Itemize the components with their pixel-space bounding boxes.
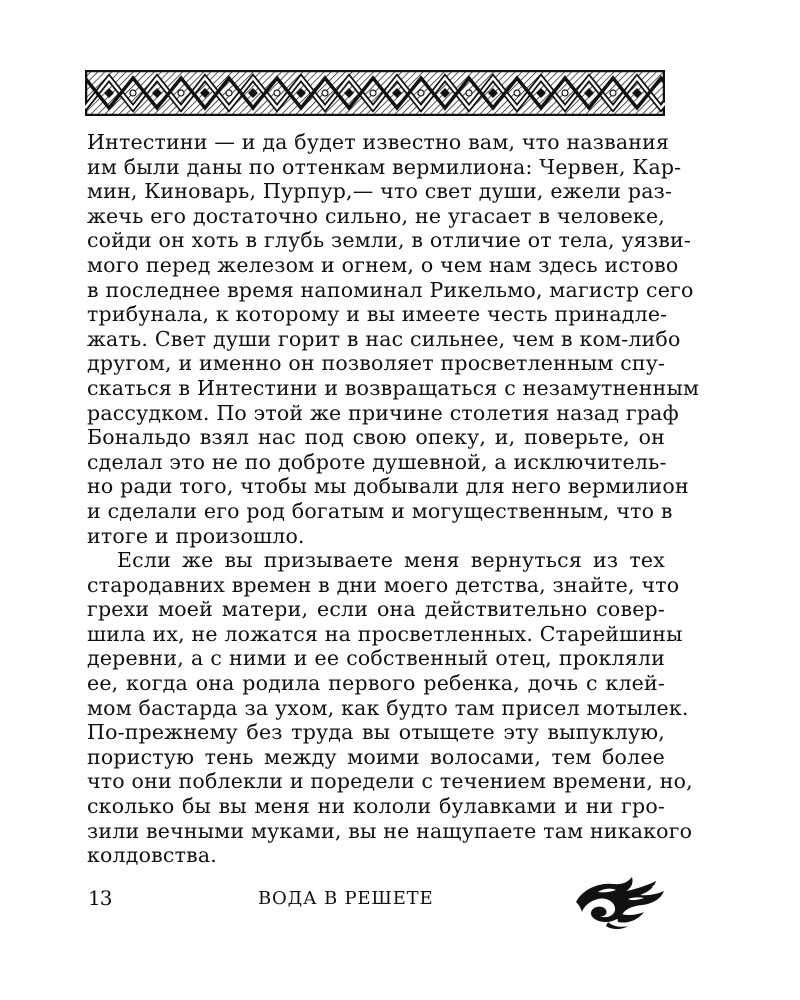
- text-line: другом, и именно он позволяет просветленным спу-: [87, 351, 666, 376]
- text-line: деревни, а с ними и ее собственный отец, прокляли: [87, 646, 665, 671]
- text-line: грехи моей матери, если она действительно совер-: [87, 597, 665, 622]
- text-line: сколько бы вы меня ни кололи булавками и ни гро-: [87, 794, 665, 819]
- text-line: в последнее время напоминал Рикельмо, магистр сего: [87, 277, 694, 302]
- text-line: и сделали его род богатым и могущественным, что в: [87, 498, 673, 523]
- text-line: итоге и произошло.: [87, 523, 305, 548]
- text-line: сделал это не по доброте душевной, а исключитель-: [87, 449, 667, 474]
- zigzag-ornament-icon: [85, 70, 665, 116]
- text-line: мом бастарда за ухом, как будто там присел мотылек.: [87, 695, 689, 720]
- text-line: зили вечными муками, вы не нащупаете там никакого: [87, 818, 693, 843]
- text-line: жечь его достаточно сильно, не угасает в человеке,: [87, 203, 665, 228]
- text-line: ее, когда она родила первого ребенка, дочь с клей-: [87, 671, 665, 696]
- text-line: трибунала, к которому и вы имеете честь принадле-: [87, 302, 668, 327]
- text-line: колдовства.: [87, 843, 217, 868]
- text-line: им были даны по оттенкам вермилиона: Червен, Кар-: [87, 154, 682, 179]
- dragon-icon: [568, 872, 668, 930]
- text-line: стародавних времен в дни моего детства, знайте, что: [87, 572, 680, 597]
- text-line: но ради того, чтобы мы добывали для него вермилион: [87, 474, 689, 499]
- text-line: мин, Киноварь, Пурпур,— что свет души, ежели раз-: [87, 179, 673, 204]
- text-line: рассудком. По этой же причине столетия назад граф: [87, 400, 679, 425]
- text-line: что они поблекли и поредели с течением времени, но,: [87, 769, 693, 794]
- text-line: мого перед железом и огнем, о чем нам здесь истово: [87, 252, 679, 277]
- running-title: ВОДА В РЕШЕТЕ: [258, 888, 434, 909]
- text-line: жать. Свет души горит в нас сильнее, чем в ком-либо: [87, 326, 681, 351]
- text-line: Если же вы призываете меня вернуться из тех: [117, 548, 665, 573]
- body-text: [87, 130, 700, 868]
- text-line: Интестини — и да будет известно вам, что названия: [87, 130, 670, 154]
- text-line: скаться в Интестини и возвращаться с незамутненным: [87, 375, 700, 400]
- text-line: пористую тень между моими волосами, тем более: [87, 744, 665, 769]
- text-line: сойди он хоть в глубь земли, в отличие от тела, уязви-: [87, 228, 691, 253]
- text-line: По-прежнему без труда вы отыщете эту выпуклую,: [87, 720, 665, 745]
- text-line: Бональдо взял нас под свою опеку, и, поверьте, он: [87, 425, 665, 450]
- page-number: 13: [88, 886, 112, 910]
- text-line: шила их, не ложатся на просветленных. Старейшины: [87, 621, 683, 646]
